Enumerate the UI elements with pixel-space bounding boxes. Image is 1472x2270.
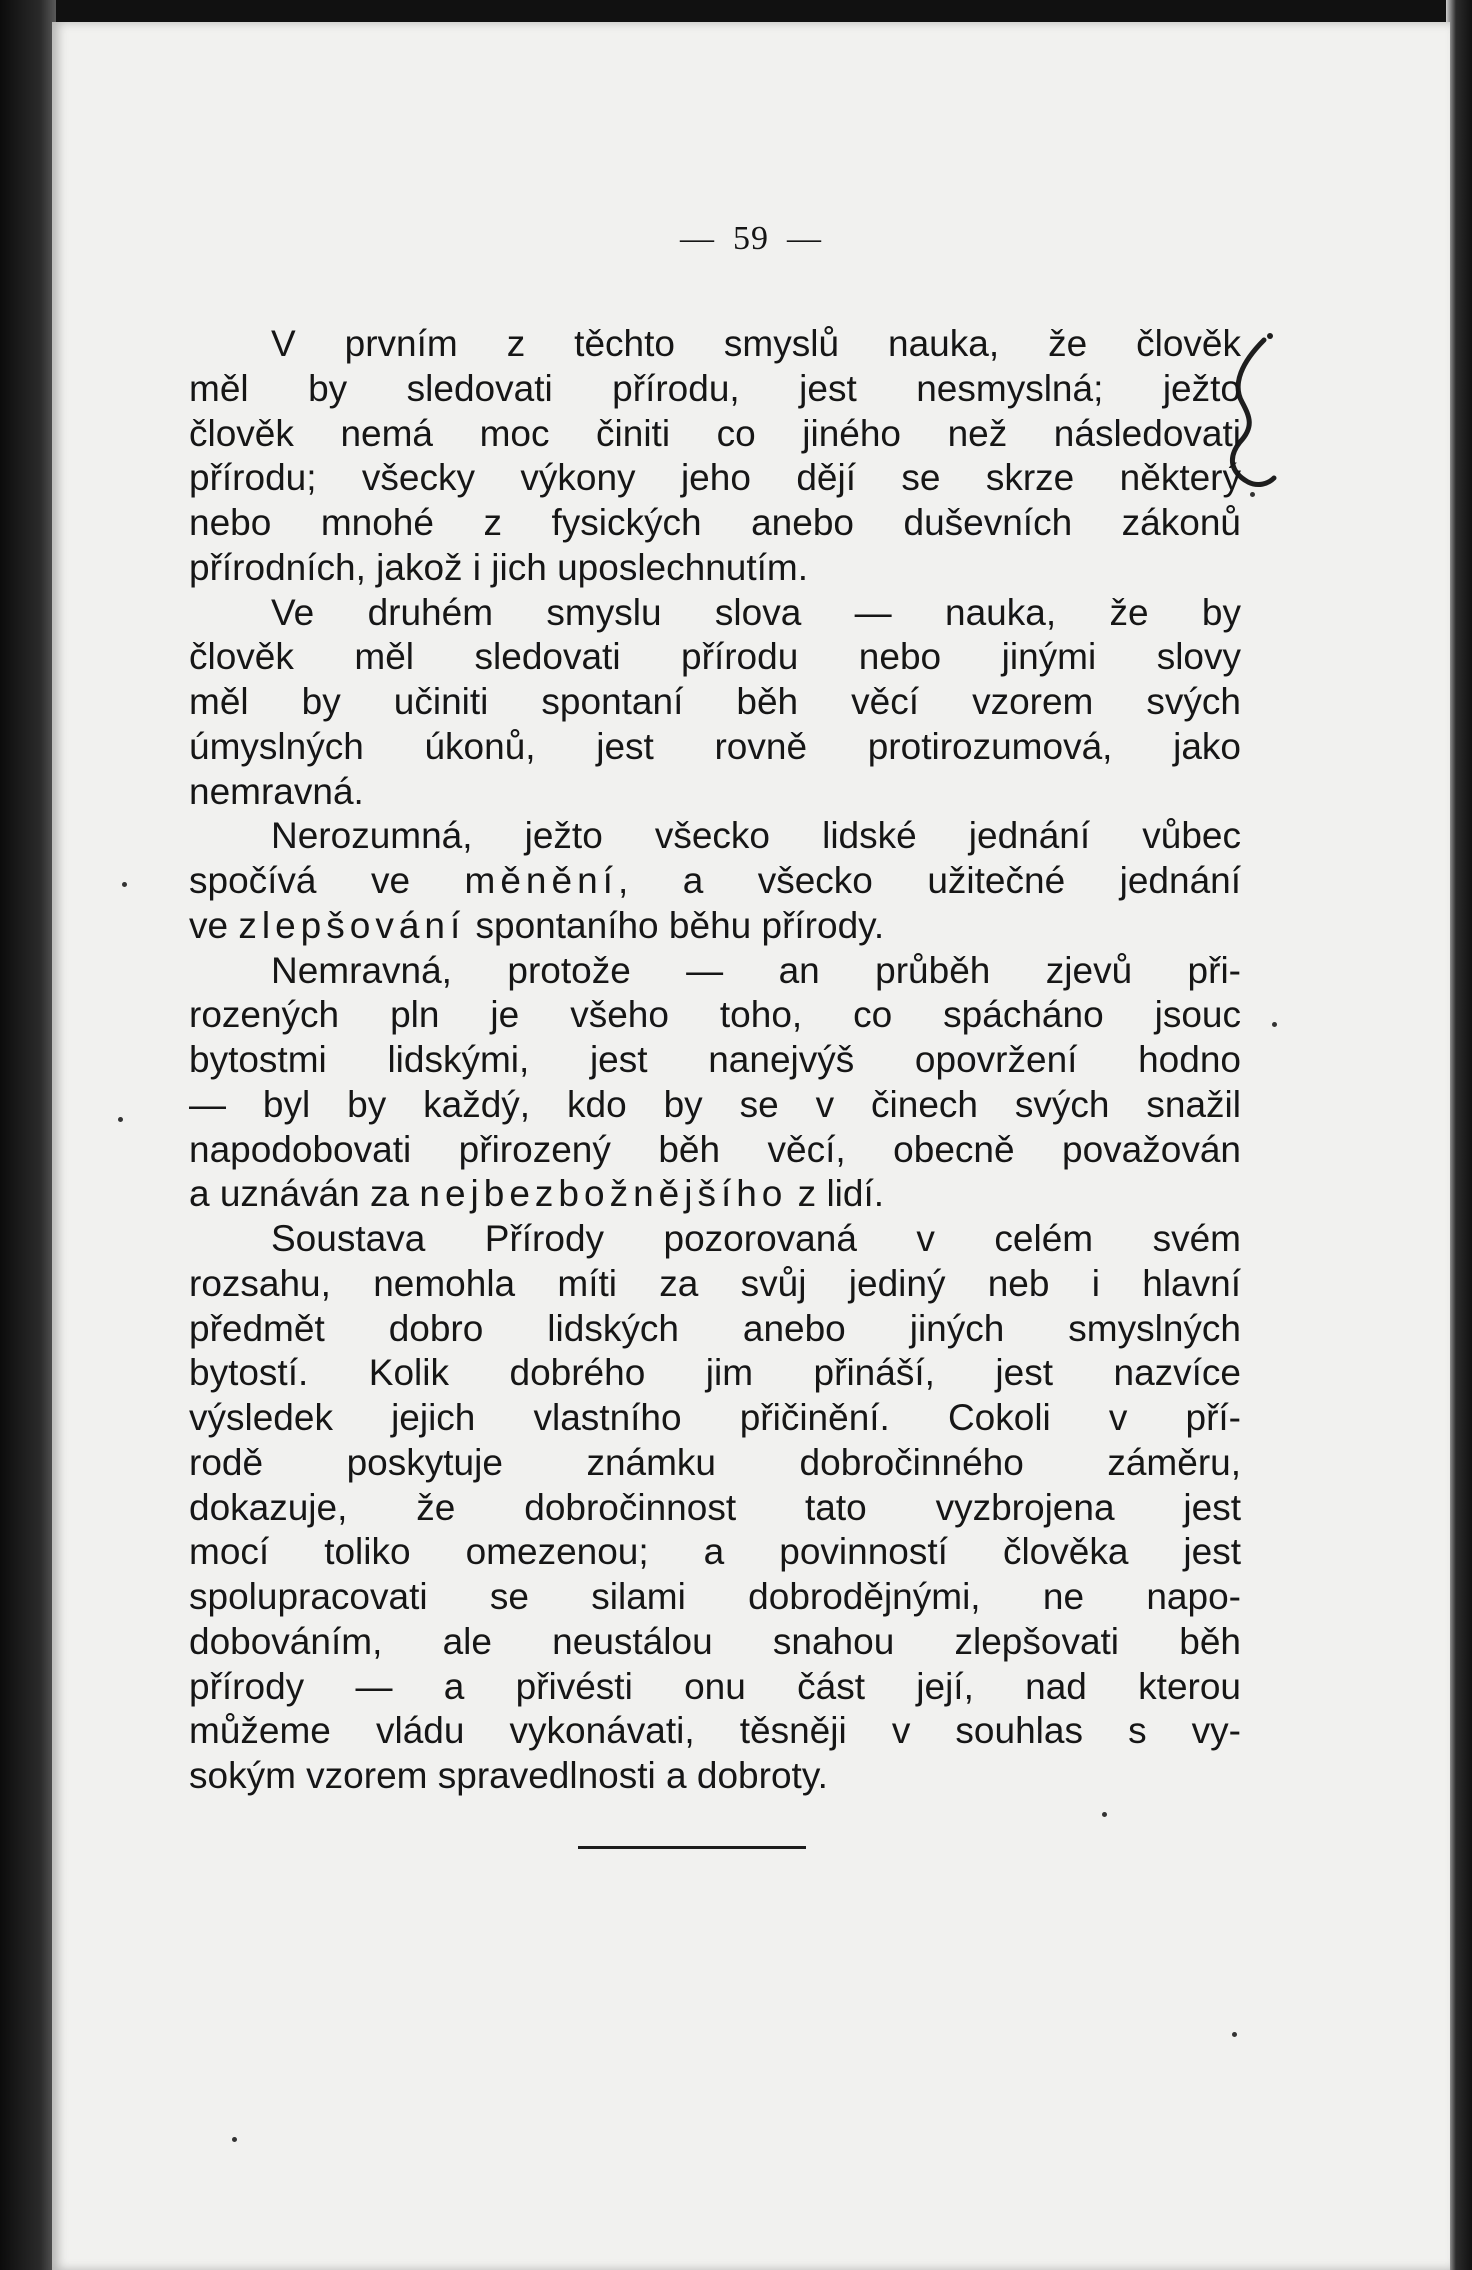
text-fragment: spontaního běhu přírody. xyxy=(475,904,885,946)
text-line: rozených pln je všeho toho, co spácháno jsouc xyxy=(189,994,1241,1036)
text-line: měl by učiniti spontaní běh věcí vzorem svých xyxy=(189,681,1241,722)
page-number-dash-right: — xyxy=(787,220,822,257)
page-number xyxy=(52,220,1450,258)
text-line: sokým vzorem spravedlnosti a dobroty. xyxy=(189,1755,828,1796)
text-line: bytostí. Kolik dobrého jim přináší, jest nazvíce xyxy=(189,1352,1241,1394)
emphasis-spaced: měnění xyxy=(464,860,618,901)
text-line: Nemravná, protože — an průběh zjevů při- xyxy=(271,949,1241,991)
text-fragment: , a všecko užitečné jednání xyxy=(617,860,1242,901)
text-line: Soustava Přírody pozorovaná v celém svém xyxy=(271,1218,1241,1259)
scan-speck xyxy=(1232,2032,1237,2037)
text-line: napodobovati přirozený běh věcí, obecně považován xyxy=(189,1128,1241,1170)
text-line: — byl by každý, kdo by se v činech svých snažil xyxy=(189,1083,1241,1125)
text-line: Ve druhém smyslu slova — nauka, že by xyxy=(271,591,1241,633)
text-line: bytostmi lidskými, jest nanejvýš opovržení hodno xyxy=(189,1039,1241,1080)
text-line: dokazuje, že dobročinnost tato vyzbrojena jest xyxy=(189,1486,1241,1528)
text-line: mocí toliko omezenou; a povinností člověka jest xyxy=(189,1531,1241,1573)
text-line: člověk nemá moc činiti co jiného než následovati xyxy=(189,412,1241,454)
text-line: předmět dobro lidských anebo jiných smyslných xyxy=(189,1307,1241,1349)
section-end-rule xyxy=(578,1846,806,1849)
scan-speck xyxy=(122,882,127,887)
body-text xyxy=(189,322,1241,1799)
text-line: výsledek jejich vlastního přičinění. Cokoli v pří- xyxy=(189,1397,1241,1438)
text-fragment: ve xyxy=(189,904,229,946)
text-line: přírody — a přivésti onu část její, nad kterou xyxy=(189,1665,1241,1707)
text-line: rozsahu, nemohla míti za svůj jediný neb i hlavní xyxy=(189,1262,1241,1304)
text-line: V prvním z těchto smyslů nauka, že člověk xyxy=(271,323,1241,364)
text-line: můžeme vládu vykonávati, těsněji v souhlas s vy- xyxy=(189,1710,1241,1752)
text-fragment: spočívá ve xyxy=(189,860,411,901)
scan-speck xyxy=(118,1117,123,1122)
text-line: měl by sledovati přírodu, jest nesmyslná; ježto xyxy=(189,367,1241,409)
text-line: přírodu; všecky výkony jeho dějí se skrze některý xyxy=(189,457,1241,499)
text-line: Nerozumná, ježto všecko lidské jednání vůbec xyxy=(271,815,1241,857)
text-line: dobováním, ale neustálou snahou zlepšovati běh xyxy=(189,1620,1241,1662)
scan-speck xyxy=(1272,1022,1277,1027)
scan-speck xyxy=(232,2137,237,2142)
text-line: přírodních, jakož i jich uposlechnutím. xyxy=(189,546,809,588)
scan-speck xyxy=(1250,492,1255,497)
text-line xyxy=(189,904,1241,949)
emphasis-spaced: zlepšování xyxy=(238,904,466,946)
text-line: nebo mnohé z fysických anebo duševních zákonů xyxy=(189,502,1241,543)
text-line: rodě poskytuje známku dobročinného záměru, xyxy=(189,1441,1241,1483)
scan-speck xyxy=(1102,1812,1107,1817)
text-line xyxy=(189,859,1241,904)
book-page xyxy=(52,22,1450,2270)
scan-edge-left xyxy=(0,0,56,2270)
text-line: nemravná. xyxy=(189,770,364,812)
text-line xyxy=(189,1172,1241,1217)
text-line: úmyslných úkonů, jest rovně protirozumová, jako xyxy=(189,725,1241,767)
emphasis-spaced: nejbezbožnějšího xyxy=(419,1173,788,1215)
text-fragment: z lidí. xyxy=(797,1173,885,1215)
text-line: spolupracovati se silami dobrodějnými, ne napo- xyxy=(189,1576,1241,1617)
page-number-dash-left: — xyxy=(680,220,715,257)
page-number-value: 59 xyxy=(733,220,769,257)
text-line: člověk měl sledovati přírodu nebo jinými slovy xyxy=(189,636,1241,678)
text-fragment: a uznáván za xyxy=(189,1173,410,1215)
